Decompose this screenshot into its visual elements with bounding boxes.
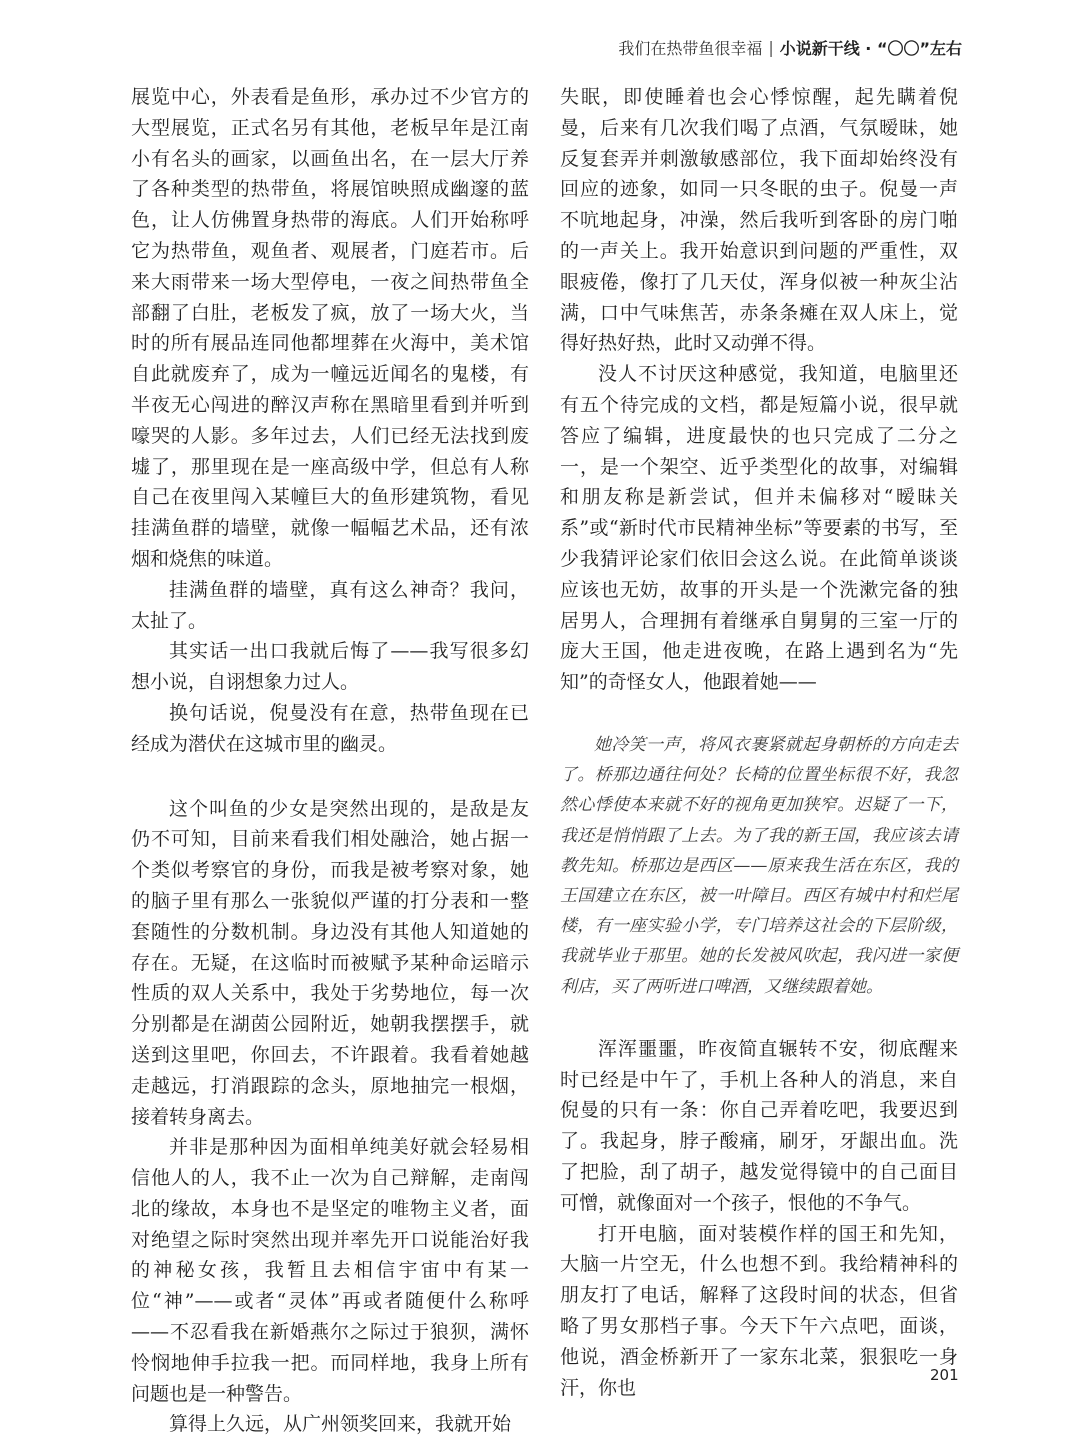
section-break [560,1002,958,1034]
paragraph-1: 失眠，即使睡着也会心悸惊醒，起先瞒着倪曼，后来有几次我们喝了点酒，气氛暧昧，她反复套弄并刺激敏感部位，我下面却始终没有回应的迹象，如同一只冬眠的虫子。倪曼一声不吭地起身，冲澡，然后我听到客卧的房门啪的一声关上。我开始意识到问题的严重性，双眼疲倦，像打了几天仗，浑身似被一种灰尘沾满，口中气味焦苦，赤条条瘫在双人床上，觉得好热好热，此时又动弹不得。 [560,86,958,355]
paragraph-6: 并非是那种因为面相单纯美好就会轻易相信他人的人，我不止一次为自己辩解，走南闯北的缘故，本身也不是坚定的唯物主义者，面对绝望之际时突然出现并率先开口说能治好我的神秘女孩，我暂且去相信宇宙中有某一位“神”——或者“灵体”再或者随便什么称呼——不忍看我在新婚燕尔之际过于狼狈，满怀怜悯地伸手拉我一把。而同样地，我身上所有问题也是一种警告。 [131,1136,529,1405]
running-header [618,36,962,59]
paragraph-1: 展览中心，外表看是鱼形，承办过不少官方的大型展览，正式名另有其他，老板早年是江南小有名头的画家，以画鱼出名，在一层大厅养了各种类型的热带鱼，将展馆映照成幽邃的蓝色，让人仿佛置身热带的海底。人们开始称呼它为热带鱼，观鱼者、观展者，门庭若市。后来大雨带来一场大型停电，一夜之间热带鱼全部翻了白肚，老板发了疯，放了一场大火，当时的所有展品连同他都埋葬在火海中，美术馆自此就废弃了，成为一幢远近闻名的鬼楼，有半夜无心闯进的醉汉声称在黑暗里看到并听到嚎哭的人影。多年过去，人们已经无法找到废墟了，那里现在是一座高级中学，但总有人称自己在夜里闯入某幢巨大的鱼形建筑物，看见挂满鱼群的墙壁，就像一幅幅艺术品，还有浓烟和烧焦的味道。 [131,86,529,570]
story-title: 我们在热带鱼很幸福 [618,39,763,58]
paragraph-2: 挂满鱼群的墙壁，真有这么神奇？我问，太扯了。 [131,578,529,632]
right-column [560,82,958,1403]
paragraph-4: 打开电脑，面对装模作样的国王和先知，大脑一片空无，什么也想不到。我给精神科的朋友打了电话，解释了这段时间的状态，但省略了男女那档子事。今天下午六点吧，面谈，他说，酒金桥新开了一家东北菜，狠狠吃一身汗，你也 [560,1222,958,1399]
paragraph-5: 这个叫鱼的少女是突然出现的，是敌是友仍不可知，目前来看我们相处融洽，她占据一个类似考察官的身份，而我是被考察对象，她的脑子里有那么一张貌似严谨的打分表和一整套随性的分数机制。身边没有其他人知道她的存在。无疑，在这临时而被赋予某种命运暗示性质的双人关系中，我处于劣势地位，每一次分别都是在湖茵公园附近，她朝我摆摆手，就送到这里吧，你回去，不许跟着。我看着她越走越远，打消跟踪的念头，原地抽完一根烟，接着转身离去。 [131,797,529,1128]
section-break [131,760,529,794]
header-separator: | [768,38,774,57]
paragraph-7: 算得上久远，从广州领奖回来，我就开始 [169,1413,512,1436]
paragraph-3: 其实话一出口我就后悔了——我写很多幻想小说，自诩想象力过人。 [131,640,529,694]
inner-story-excerpt: 她冷笑一声，将风衣裹紧就起身朝桥的方向走去了。桥那边通往何处？长椅的位置坐标很不好，我忽然心悸使本来就不好的视角更加狭窄。迟疑了一下，我还是悄悄跟了上去。为了我的新王国，我应该去请教先知。桥那边是西区——原来我生活在东区，我的王国建立在东区，被一叶障目。西区有城中村和烂尾楼，有一座实验小学，专门培养这社会的下层阶级，我就毕业于那里。她的长发被风吹起，我闪进一家便利店，买了两听进口啤酒，又继续跟着她。 [560,734,958,997]
left-column [131,82,529,1440]
paragraph-3: 浑浑噩噩，昨夜简直辗转不安，彻底醒来时已经是中午了，手机上各种人的消息，来自倪曼的只有一条：你自己弄着吃吧，我要迟到了。我起身，脖子酸痛，刷牙，牙龈出血。洗了把脸，刮了胡子，越发觉得镜中的自己面目可憎，就像面对一个孩子，恨他的不争气。 [560,1037,958,1214]
page-number: 201 [930,1366,959,1384]
section-break [560,698,958,730]
section-title: 小说新干线 · “〇〇”左右 [779,39,962,58]
paragraph-4: 换句话说，倪曼没有在意，热带鱼现在已经成为潜伏在这城市里的幽灵。 [131,701,529,755]
paragraph-2: 没人不讨厌这种感觉，我知道，电脑里还有五个待完成的文档，都是短篇小说，很早就答应了编辑，进度最快的也只完成了二分之一，是一个架空、近乎类型化的故事，对编辑和朋友称是新尝试，但并未偏移对“暧昧关系”或“新时代市民精神坐标”等要素的书写，至少我猜评论家们依旧会这么说。在此简单谈谈应该也无妨，故事的开头是一个洗漱完备的独居男人，合理拥有着继承自舅舅的三室一厅的庞大王国，他走进夜晚，在路上遇到名为“先知”的奇怪女人，他跟着她—— [560,363,958,694]
